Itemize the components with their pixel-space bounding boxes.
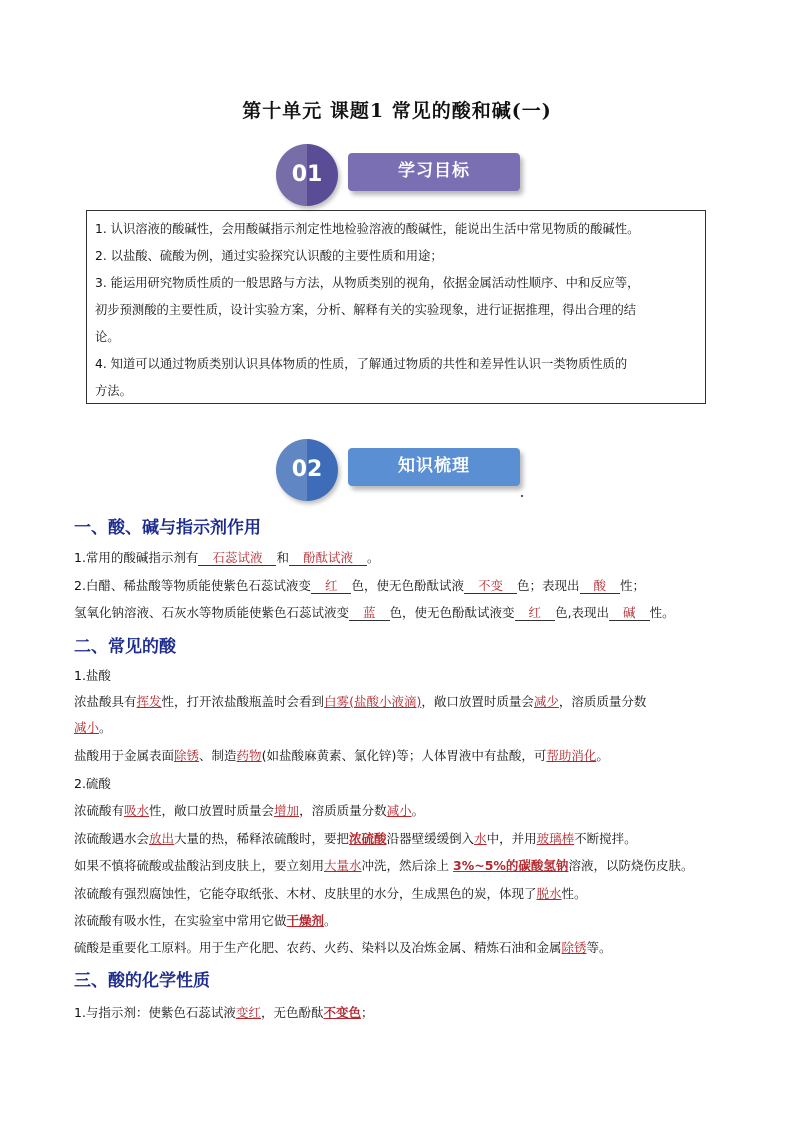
section-heading: 一、酸、碱与指示剂作用 <box>74 518 261 538</box>
key-term: 干燥剂 <box>286 913 325 928</box>
key-term: 大量水 <box>324 858 362 873</box>
answer-blank: 红 <box>515 605 556 621</box>
key-term: 减少 <box>533 694 559 709</box>
badge-number-circle <box>276 439 338 501</box>
key-term: 除锈 <box>561 940 587 955</box>
text-line: 1.常用的酸碱指示剂有 石蕊试液 和 酚酞试液 。 <box>74 550 380 565</box>
key-term: 白雾 <box>324 694 350 709</box>
section-heading: 三、酸的化学性质 <box>74 971 210 991</box>
answer-blank: 酚酞试液 <box>289 550 367 566</box>
goal-line: 方法。 <box>95 384 132 398</box>
text-line: 如果不慎将硫酸或盐酸沾到皮肤上，要立刻用大量水冲洗，然后涂上 3%~5%的碳酸氢钠溶液，以防烧伤皮肤。 <box>74 858 694 873</box>
text-line: 浓硫酸有吸水性，敞口放置时质量会增加，溶质质量分数减小。 <box>74 803 425 818</box>
page-title: 第十单元 课题1 常见的酸和碱(一) <box>242 100 552 122</box>
answer-blank: 石蕊试液 <box>198 550 276 566</box>
badge-bar <box>348 448 520 486</box>
section-heading: 二、常见的酸 <box>74 637 176 657</box>
goal-line: 论。 <box>95 330 120 344</box>
answer-blank: 不变 <box>464 578 517 594</box>
badge-number: 02 <box>291 457 323 482</box>
badge-label: 知识梳理 <box>398 456 470 476</box>
text-line: 氢氧化钠溶液、石灰水等物质能使紫色石蕊试液变 蓝 色，使无色酚酞试液变 红 色,表现出 碱 性。 <box>74 605 675 620</box>
answer-blank: 红 <box>311 578 352 594</box>
text-line: 浓硫酸有吸水性，在实验室中常用它做干燥剂。 <box>74 913 337 928</box>
goal-line: 初步预测酸的主要性质，设计实验方案，分析、解释有关的实验现象，进行证据推理，得出合理的结 <box>95 303 637 317</box>
text-line: 盐酸用于金属表面除锈、制造药物(如盐酸麻黄素、氯化锌)等；人体胃液中有盐酸，可帮助消化。 <box>74 748 609 763</box>
answer-blank: 酸 <box>580 578 621 594</box>
sub-heading: 2.硫酸 <box>74 776 111 791</box>
key-term: 水 <box>474 831 487 846</box>
key-term: 放出 <box>149 831 175 846</box>
goal-line: 2. 以盐酸、硫酸为例，通过实验探究认识酸的主要性质和用途； <box>95 249 443 263</box>
key-term: 帮助消化 <box>546 748 597 763</box>
key-term: 脱水 <box>536 886 562 901</box>
key-term: 增加 <box>274 803 300 818</box>
badge-label: 学习目标 <box>398 161 470 181</box>
sub-heading: 1.盐酸 <box>74 668 111 683</box>
text-line: 减小。 <box>74 720 112 735</box>
badge-number: 01 <box>291 162 323 187</box>
learning-goals-box <box>86 210 706 404</box>
key-term: 变红 <box>235 1005 261 1020</box>
key-term: 除锈 <box>174 748 200 763</box>
key-term: 吸水 <box>124 803 150 818</box>
goal-line: 3. 能运用研究物质性质的一般思路与方法，从物质类别的视角，依据金属活动性顺序、中和反应等， <box>95 276 640 290</box>
text-line: 硫酸是重要化工原料。用于生产化肥、农药、火药、染料以及冶炼金属、精炼石油和金属除锈等。 <box>74 940 612 955</box>
key-term: 盐酸小液滴 <box>353 694 417 709</box>
badge-bar <box>348 153 520 191</box>
key-term: 减小 <box>74 720 100 735</box>
text-line: 1.与指示剂：使紫色石蕊试液变红，无色酚酞不变色； <box>74 1005 374 1020</box>
text-line: 浓硫酸遇水会放出大量的热，稀释浓硫酸时，要把浓硫酸沿器壁缓缓倒入水中，并用玻璃棒不断搅拌。 <box>74 831 637 846</box>
key-term: 药物 <box>236 748 262 763</box>
goal-line: 4. 知道可以通过物质类别认识具体物质的性质，了解通过物质的共性和差异性认识一类物质性质的 <box>95 357 628 371</box>
answer-blank: 蓝 <box>349 605 390 621</box>
key-term: 浓硫酸 <box>349 831 387 846</box>
key-term: 3%~5%的碳酸氢钠 <box>453 858 569 873</box>
goal-line: 1. 认识溶液的酸碱性，会用酸碱指示剂定性地检验溶液的酸碱性，能说出生活中常见物质的酸碱性。 <box>95 222 640 236</box>
text-line: 浓硫酸有强烈腐蚀性，它能夺取纸张、木材、皮肤里的水分，生成黑色的炭，体现了脱水性。 <box>74 886 587 901</box>
section-badge-knowledge <box>276 445 526 501</box>
dot <box>521 495 523 497</box>
key-term: 减小 <box>386 803 412 818</box>
answer-blank: 碱 <box>609 605 650 621</box>
text-line: 浓盐酸具有挥发性，打开浓盐酸瓶盖时会看到白雾(盐酸小液滴)，敞口放置时质量会减少，溶质质量分数 <box>74 694 647 709</box>
key-term: 玻璃棒 <box>536 831 575 846</box>
badge-number-circle <box>276 144 338 206</box>
text-line: 2.白醋、稀盐酸等物质能使紫色石蕊试液变 红 色，使无色酚酞试液 不变 色；表现出 酸 性； <box>74 578 646 593</box>
key-term: 不变色 <box>323 1005 361 1020</box>
key-term: 挥发 <box>136 694 162 709</box>
section-badge-goals <box>276 150 526 206</box>
